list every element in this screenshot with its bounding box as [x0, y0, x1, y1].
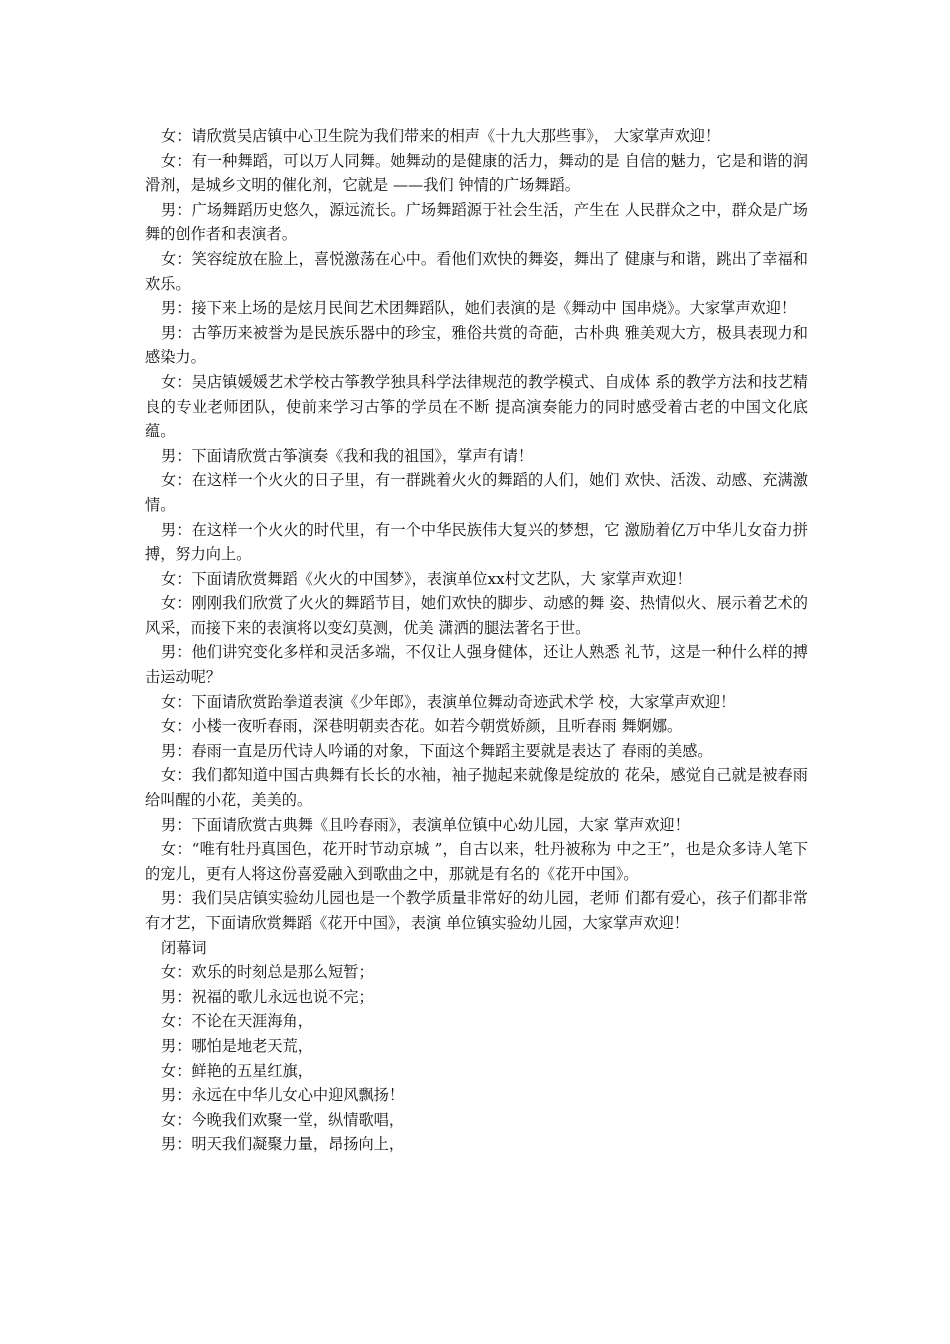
paragraph: 女：小楼一夜听春雨，深巷明朝卖杏花。如若今朝赏娇颜，且听春雨 舞婀娜。: [161, 717, 683, 736]
paragraph: 男：他们讲究变化多样和灵活多端，不仅让人强身健体，还让人熟悉 礼节，这是一种什么样的搏击运动呢？: [145, 643, 808, 687]
paragraph: 女：鲜艳的五星红旗，: [161, 1061, 313, 1080]
paragraph: 男：在这样一个火火的时代里，有一个中华民族伟大复兴的梦想，它 激励着亿万中华儿女奋力拼搏，努力向上。: [145, 520, 808, 564]
paragraph: 女：下面请欣赏舞蹈《火火的中国梦》，表演单位xx村文艺队，大 家掌声欢迎！: [161, 569, 692, 588]
paragraph: 女：今晚我们欢聚一堂，纵情歌唱，: [161, 1110, 404, 1129]
paragraph: 男：永远在中华儿女心中迎风飘扬！: [161, 1086, 404, 1105]
paragraph: 女：“唯有牡丹真国色，花开时节动京城 ”，自古以来，牡丹被称为 中之王”，也是众多诗人笔下的宠儿，更有人将这份喜爱融入到歌曲之中，那就是有名的《花开中国》。: [145, 840, 808, 883]
paragraph: 女：下面请欣赏跆拳道表演《少年郎》，表演单位舞动奇迹武术学 校，大家掌声欢迎！: [161, 692, 736, 711]
paragraph: 男：接下来上场的是炫月民间艺术团舞蹈队，她们表演的是《舞动中 国串烧》。大家掌声欢迎！: [161, 299, 797, 318]
paragraph: 男：广场舞蹈历史悠久，源远流长。广场舞蹈源于社会生活，产生在 人民群众之中，群众是广场舞的创作者和表演者。: [145, 200, 808, 244]
paragraph: 女：在这样一个火火的日子里，有一群跳着火火的舞蹈的人们，她们 欢快、活泼、动感、充满激情。: [145, 471, 808, 514]
paragraph: 男：春雨一直是历代诗人吟诵的对象，下面这个舞蹈主要就是表达了 春雨的美感。: [161, 741, 713, 760]
paragraph: 男：下面请欣赏古典舞《且吟春雨》，表演单位镇中心幼儿园，大家 掌声欢迎！: [161, 815, 690, 834]
paragraph: 女：我们都知道中国古典舞有长长的水袖，袖子抛起来就像是绽放的 花朵，感觉自己就是被春雨给叫醒的小花，美美的。: [145, 766, 808, 810]
paragraph: 女：欢乐的时刻总是那么短暂；: [161, 963, 374, 982]
paragraph: 男：我们吴店镇实验幼儿园也是一个教学质量非常好的幼儿园，老师 们都有爱心，孩子们都非常有才艺，下面请欣赏舞蹈《花开中国》，表演 单位镇实验幼儿园，大家掌声欢迎！: [145, 889, 808, 932]
paragraph: 男：古筝历来被誉为是民族乐器中的珍宝，雅俗共赏的奇葩，古朴典 雅美观大方，极具表现力和感染力。: [145, 323, 808, 367]
document-body: [145, 124, 808, 1157]
section-heading: 闭幕词: [161, 938, 207, 957]
paragraph: 女：笑容绽放在脸上，喜悦激荡在心中。看他们欢快的舞姿，舞出了 健康与和谐，跳出了幸福和欢乐。: [145, 249, 808, 293]
paragraph: 男：哪怕是地老天荒，: [161, 1036, 313, 1055]
paragraph: 男：明天我们凝聚力量，昂扬向上，: [161, 1135, 404, 1154]
paragraph: 女：请欣赏吴店镇中心卫生院为我们带来的相声《十九大那些事》， 大家掌声欢迎！: [161, 127, 721, 145]
paragraph: 女：不论在天涯海角，: [161, 1012, 313, 1031]
paragraph: 女：有一种舞蹈，可以万人同舞。她舞动的是健康的活力，舞动的是 自信的魅力，它是和谐的润滑剂，是城乡文明的催化剂，它就是 ——我们 钟情的广场舞蹈。: [145, 151, 808, 195]
paragraph: 男：下面请欣赏古筝演奏《我和我的祖国》，掌声有请！: [161, 446, 534, 465]
paragraph: 女：刚刚我们欣赏了火火的舞蹈节目，她们欢快的脚步、动感的舞 姿、热情似火、展示着艺术的风采，而接下来的表演将以变幻莫测，优美 潇洒的腿法著名于世。: [145, 594, 808, 637]
paragraph: 男：祝福的歌儿永远也说不完；: [161, 987, 374, 1006]
paragraph: 女：吴店镇媛媛艺术学校古筝教学独具科学法律规范的教学模式、自成体 系的教学方法和技艺精良的专业老师团队，使前来学习古筝的学员在不断 提高演奏能力的同时感受着古老的中国文化底蕴。: [145, 372, 808, 441]
